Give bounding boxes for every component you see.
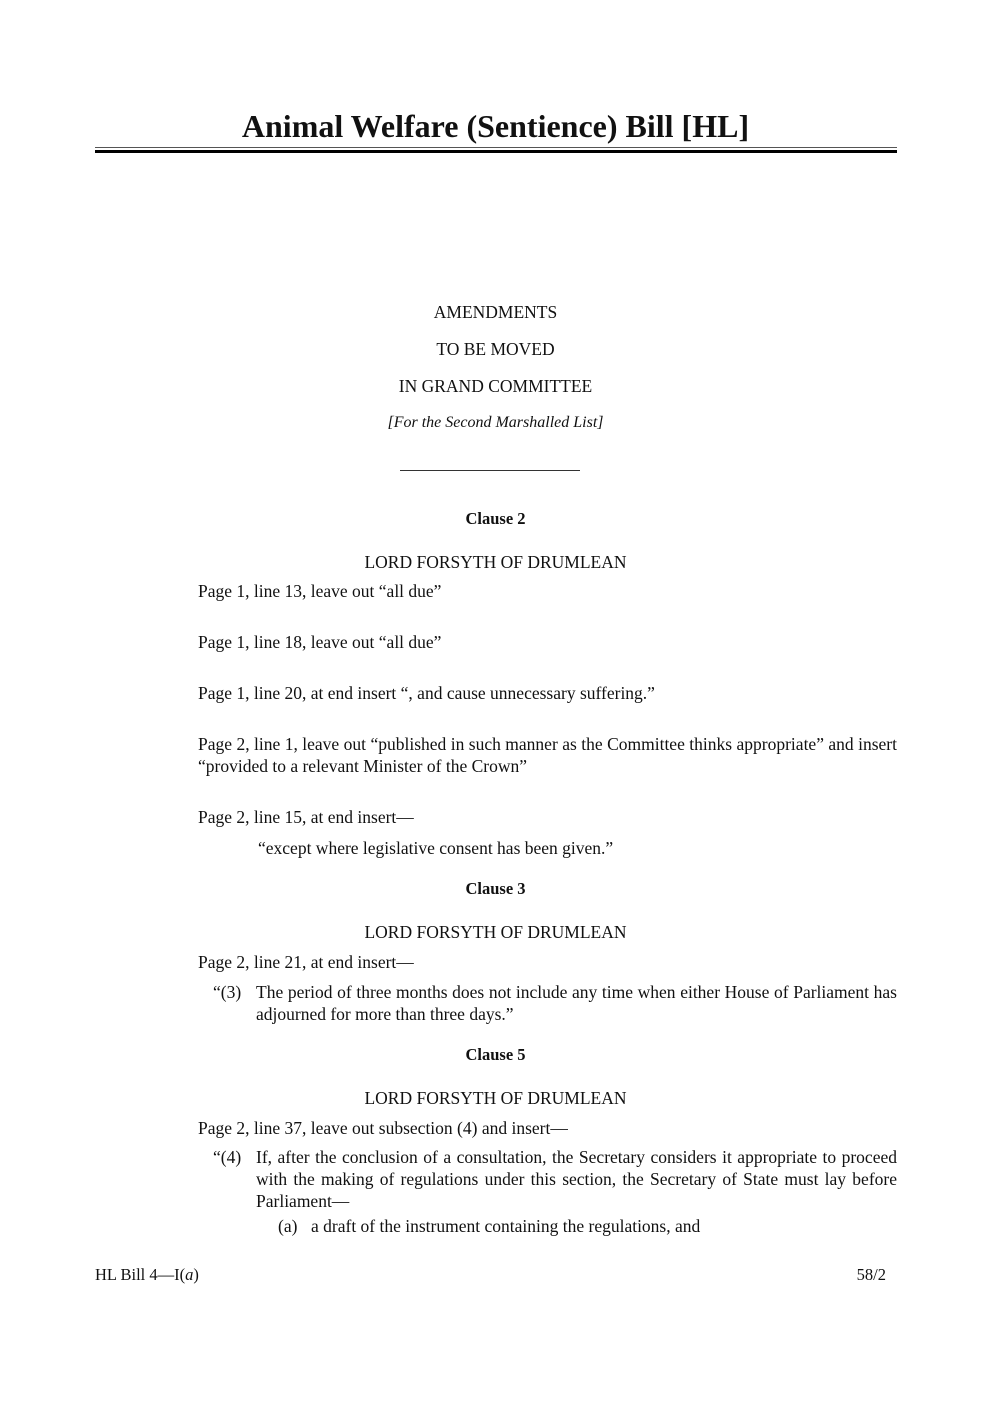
member-name: LORD FORSYTH OF DRUMLEAN: [364, 552, 627, 572]
bill-reference: [95, 1264, 199, 1286]
heading-amendments: AMENDMENTS: [433, 302, 558, 322]
clause-heading: Clause 3: [465, 879, 526, 898]
amendment: Page 2, line 15, at end insert—: [198, 807, 414, 827]
paragraph-number: (a): [278, 1216, 298, 1236]
bill-reference-italic: a: [185, 1265, 194, 1284]
subsection: [213, 1146, 897, 1212]
subsection: [213, 981, 897, 1025]
bill-reference-end: ): [193, 1265, 199, 1284]
member-name: LORD FORSYTH OF DRUMLEAN: [364, 1088, 627, 1108]
title-rule-thick: [95, 150, 897, 153]
heading-to-be-moved: TO BE MOVED: [436, 339, 555, 359]
amendment: Page 2, line 37, leave out subsection (4) and insert—: [198, 1118, 568, 1138]
amendment: Page 2, line 21, at end insert—: [198, 952, 414, 972]
marshalled-list-note: [For the Second Marshalled List]: [387, 414, 604, 431]
amendment: Page 1, line 20, at end insert “, and cause unnecessary suffering.”: [198, 683, 655, 703]
page-reference: 58/2: [856, 1265, 886, 1284]
clause-heading: Clause 2: [465, 509, 526, 528]
paragraph-text: a draft of the instrument containing the regulations, and: [311, 1216, 701, 1236]
member-name: LORD FORSYTH OF DRUMLEAN: [364, 922, 627, 942]
bill-reference-text: HL Bill 4—I(: [95, 1265, 186, 1284]
clause-heading: Clause 5: [465, 1045, 526, 1064]
subsection-text: The period of three months does not include any time when either House of Parliament has adjourned for more than three days.”: [256, 982, 897, 1024]
inserted-text: “except where legislative consent has been given.”: [258, 838, 614, 858]
subsection-text: If, after the conclusion of a consultation, the Secretary considers it appropriate to proceed with the making of regulations under this section, the Secretary of State must lay before Parliament—: [256, 1147, 897, 1211]
amendment: Page 1, line 13, leave out “all due”: [198, 581, 442, 601]
amendment: Page 2, line 1, leave out “published in such manner as the Committee thinks appropriate” and insert “provided to a relevant Minister of the Crown”: [198, 734, 897, 776]
subsection-number: “(4): [213, 1147, 242, 1167]
divider: [400, 470, 580, 471]
subsection-number: “(3): [213, 982, 242, 1002]
heading-grand-committee: IN GRAND COMMITTEE: [398, 376, 593, 396]
amendment: Page 1, line 18, leave out “all due”: [198, 632, 442, 652]
document-title: Animal Welfare (Sentience) Bill [HL]: [241, 108, 750, 144]
title-rule-thin: [95, 147, 897, 148]
